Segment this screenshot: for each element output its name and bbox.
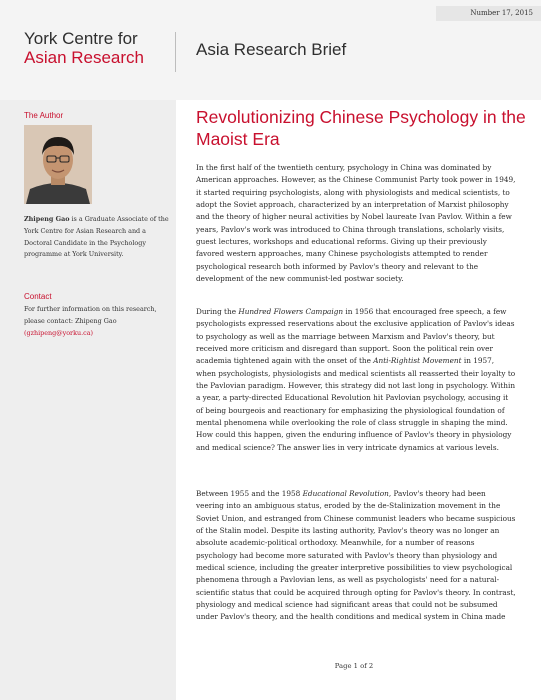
text-run: in 1956 that encouraged free speech, a few psychologists expressed reservations about the exclusive application of Pavlov's ideas to psychology as well as the marriage between Marxism and Pavlov's theory, but received more criticism and disregard than support. Soon the political rein over academia tightened again with the onset of the <box>196 307 515 366</box>
article-paragraph-1: In the first half of the twentieth century, psychology in China was dominated by American approaches. However, as the Chinese Communist Party took power in 1949, it started requiring psychologists, along with physiologists and medical scientists, to adopt the Soviet approach, characterized by an interpretation of Marxist philosophy and the theory of higher neural activities by Nobel laureate Ivan Pavlov. Within a few years, Pavlov's work was introduced to China through translations, scholarly visits, guest lectures, workshops and educational reforms. Giving up their previously favored western approaches, many Chinese psychologists attempted to render psychological research both informed by Pavlov's theory and relevant to the development of the new communist-led postwar society. <box>196 163 516 284</box>
text-run: During the <box>196 307 239 316</box>
revolution-name: Educational Revolution <box>302 489 389 498</box>
text-run: in 1957, when psychologists, physiologists and medical scientists all reasserted their loyalty to the Pavlovian paradigm. However, this strategy did not last long in psychology. Within a year, a party-directed Educational Revolution hit Pavlovian psychology, accusing it of being bourgeois and reactionary for emphasizing the physiological foundation of mental phenomena while overlooking the role of class struggle in shaping the mind. How could this happen, given the enduring influence of Pavlov's theory in physiology and medical science? The answer lies in very intricate dynamics at various levels. <box>196 356 516 452</box>
organization-logo <box>24 29 144 67</box>
article-title: Revolutionizing Chinese Psychology in the Maoist Era <box>196 107 526 149</box>
author-bio <box>24 214 170 261</box>
logo-line-1: York Centre for <box>24 29 138 48</box>
author-name: Zhipeng Gao <box>24 215 70 223</box>
contact-heading: Contact <box>24 292 52 301</box>
contact-block <box>24 304 170 339</box>
text-run: , Pavlov's theory had been veering into an ambiguous status, eroded by the de-Stalinization movement in the Soviet Union, and estranged from Chinese communist leaders who became suspicious of the Stalin model. Despite its lasting authority, Pavlov's theory was no longer an absolute academic-political orthodoxy. Meanwhile, for a number of reasons psychology had become more saturated with Pavlov's theory than physiology and medical science, including the greater interpretive possibilities to view psychological phenomena through a Pavlovian lens, as well as psychologists' need for a natural-scientific status that could be acquired through opting for Pavlov's theory. In contrast, physiology and medical science had significant areas that could not be subsumed under Pavlov's theory, and the health conditions and medical system in China made <box>196 489 516 622</box>
campaign-name: Hundred Flowers Campaign <box>238 307 344 316</box>
logo-line-2: Asian Research <box>24 48 145 67</box>
author-photo <box>24 125 92 204</box>
publication-title: Asia Research Brief <box>196 40 347 59</box>
article-paragraph-3 <box>196 488 516 624</box>
issue-number: Number 17, 2015 <box>436 6 541 21</box>
article-paragraph-2 <box>196 306 516 454</box>
author-bio-text: is a Graduate Associate of the York Centre for Asian Research and a Doctoral Candidate in the Psychology programme at York University. <box>24 215 169 259</box>
page-number: Page 1 of 2 <box>334 662 374 670</box>
header-divider <box>175 32 176 72</box>
contact-email-link[interactable]: (gzhipeng@yorku.ca) <box>24 328 93 337</box>
movement-name: Anti-Rightist Movement <box>373 356 462 366</box>
author-heading: The Author <box>24 111 64 120</box>
text-run: Between 1955 and the 1958 <box>196 489 303 498</box>
contact-text: For further information on this research, please contact: Zhipeng Gao <box>24 305 157 325</box>
